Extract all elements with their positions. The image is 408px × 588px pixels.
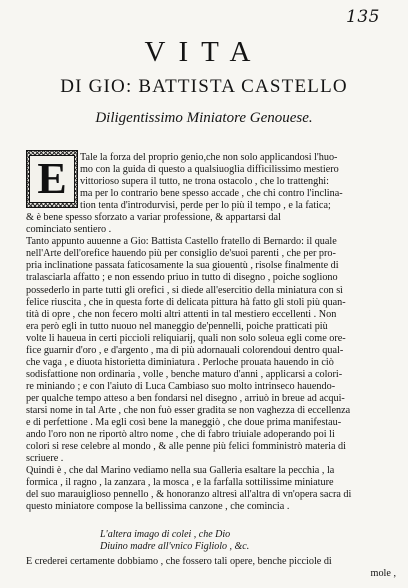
quote-line: Diuino madre all'vnico Figliolo , &c. [100,541,250,552]
text-line: tion tenta d'introdurvisi, perde per lo più il tempo , e la fatica; [80,200,331,212]
text-line: fice guarnir d'oro , e d'argento , ma di più adornauali colorendoui dentro qual- [26,344,344,356]
text-line: per qualche tempo atteso a ben fondarsi nel disegno , arriuò in breue ad acqui- [26,392,345,404]
text-line: felice riuscita , che in questa forte di delicata pittura hà fatto gli stoli più quan- [26,296,346,308]
closing-tail: mole , [370,568,396,579]
text-line: & è bene spesso sforzato a variar professione, & appartarsi dal [26,212,281,224]
text-line: ando l'oro non ne riportò altro nome , che di fabro triuiale adoperando poi li [26,429,335,441]
text-line: del suo marauiglioso pennello , & honoranzo altresì all'altra di vn'opera sacra di [26,489,352,501]
text-line: formica , il ragno , la zanzara , la mosca , e la farfalla sottilissime miniature [26,477,334,489]
page-number: 135 [346,7,380,27]
verse-quote [100,529,249,553]
text-line: Quindi è , che dal Marino vediamo nella sua Galleria esaltare la pecchia , la [26,465,335,477]
text-line: vittorioso supera il tutto, ne trona ostacolo , che lo trattenghi: [80,176,329,188]
text-line: Tanto appunto auuenne a Gio: Battista Castello fratello di Bernardo: il quale [26,236,337,248]
text-line: Tale la forza del proprio genio,che non solo applicandosi l'huo- [80,152,338,163]
text-line: tralasciarla affatto ; e non essendo priuo in tutto di disegno , poiche sogliono [26,272,338,284]
text-line: e di perfettione . Ma egli così bene la maneggiò , che doue prima manifestau- [26,417,342,429]
text-line: starsi nome in tal Arte , che non fuò esser gradita se non vaghezza di eccellenza [26,404,351,416]
text-line: cominciato sentiero . [26,224,112,236]
text-line: questo miniatore compose la bellissima canzone , che comincia . [26,501,290,513]
text-line: possederlo in parte tutti gli orefici , si diede all'esercitio della miniatura con sì [26,284,343,296]
text-line: tità di opre , che non fecero molti altri attenti in tal mestiero eccellenti . Non [26,308,337,320]
text-line: sodisfattione non ordinaria , volle , benche maturo d'anni , applicarsi a colori- [26,368,343,380]
subtitle-role: Diligentissimo Miniatore Genouese. [95,110,313,126]
text-line: scriuere . [26,453,64,465]
text-line: re miniando ; e con l'aiuto di Luca Cambiaso suo molto intrinseco hauendo- [26,380,336,392]
text-line: era però egli in tutto nuouo nel maneggio de'pennelli, poiche pratticati più [26,320,328,332]
text-line: pria inclinatione passata faticosamente la sua giouentù , risolse finalmente di [26,260,339,272]
text-line: nell'Arte dell'orefice hauendo più per consiglio de'suoi parenti , che per pro- [26,248,336,260]
body-text [26,152,392,513]
closing-line: E crederei certamente dobbiamo , che fossero tali opere, benche picciole di [26,556,332,567]
title-vita: VITA [144,36,264,68]
quote-line: L'altera imago di colei , che Dio [100,529,231,540]
text-line: volte li haueua in certi piccioli reliquiarij, quali non solo soleua egli come ore- [26,332,346,344]
closing-text [26,556,396,580]
text-line: mo con la guida di questo a qualsiuoglia difficilissimo mestiero [80,164,339,176]
title-name: DI GIO: BATTISTA CASTELLO [60,76,348,97]
drop-cap-letter: E [29,155,74,203]
text-line: colori si rese celebre al mondo , & alle penne più felici fomministrò materia di [26,441,346,453]
text-line: ma per lo contrario bene spesso accade , che chi contro l'inclina- [80,188,343,200]
text-line: che vaga , e diuota historietta diminiatura . Perloche prouata hauendo in ciò [26,356,334,368]
